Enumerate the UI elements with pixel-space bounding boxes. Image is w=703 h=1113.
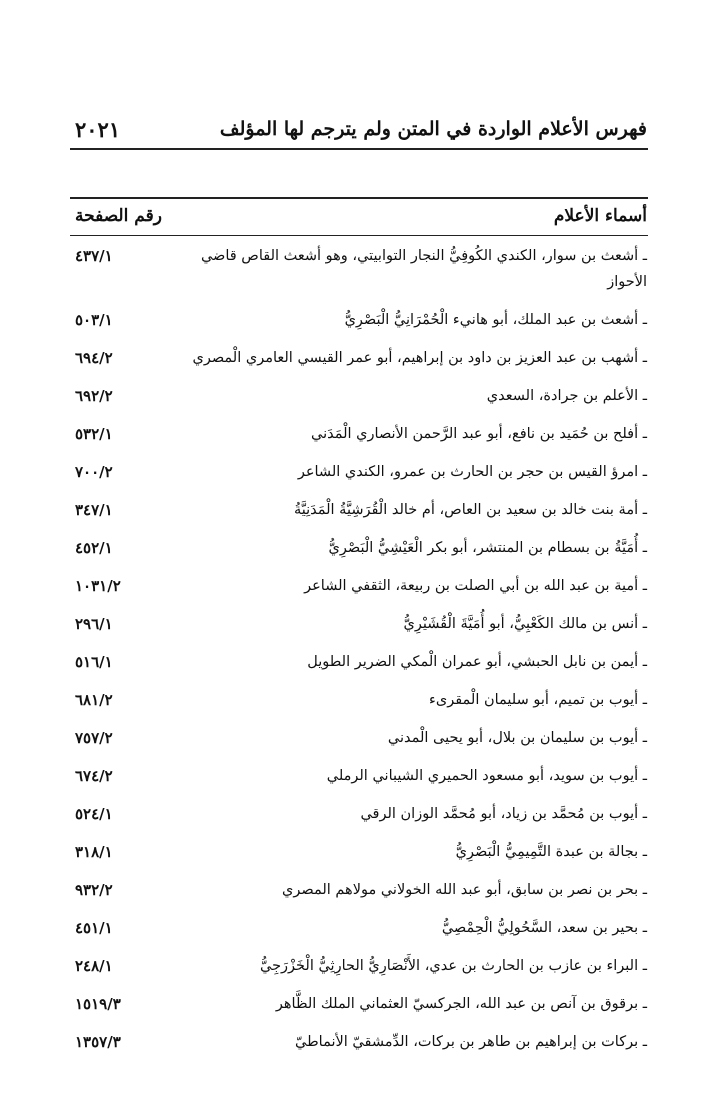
table-row: [75, 570, 647, 608]
table-row: [75, 988, 647, 1026]
person-name: ـ الأعلم بن جرادة، السعدي: [486, 388, 647, 404]
page-ref: ١٠٣١/٢: [75, 577, 121, 595]
page-ref: ٥٣٢/١: [75, 425, 113, 443]
page-ref: ٧٥٧/٢: [75, 729, 113, 747]
page-ref: ٣١٨/١: [75, 843, 113, 861]
person-name: ـ أشهب بن عبد العزيز بن داود بن إبراهيم، أبو عمر القيسي العامري الْمصري: [192, 350, 647, 366]
table-row: [75, 608, 647, 646]
table-row: [75, 494, 647, 532]
person-name: ـ أيوب بن تميم، أبو سليمان الْمقرىء: [429, 692, 647, 708]
table-row: [75, 874, 647, 912]
page-ref: ٦٨١/٢: [75, 691, 113, 709]
page-ref: ١٣٥٧/٣: [75, 1033, 121, 1051]
table-row: [75, 646, 647, 684]
person-name: ـ أفلح بن حُمَيد بن نافع، أبو عبد الرَّحمن الأنصاري الْمَدَني: [311, 426, 647, 442]
table-row: [75, 760, 647, 798]
person-name: ـ أنس بن مالك الكَعْبِيُّ، أبو أُمَيَّةَ الْقُشَيْرِيُّ: [403, 616, 647, 632]
table-row: [75, 798, 647, 836]
page-ref: ٥١٦/١: [75, 653, 113, 671]
person-name: ـ بحر بن نصر بن سابق، أبو عبد الله الخولاني مولاهم المصري: [282, 882, 647, 898]
person-name: ـ أُمَيَّةُ بن بسطام بن المنتشر، أبو بكر الْعَيْشِيُّ الْبَصْرِيُّ: [328, 540, 647, 556]
person-name: ـ أمة بنت خالد بن سعيد بن العاص، أم خالد الْقُرَشِيَّةُ الْمَدَنِيَّةُ: [293, 502, 647, 518]
header-rule: [70, 148, 648, 150]
table-row: [75, 836, 647, 874]
person-name: ـ امرؤ القيس بن حجر بن الحارث بن عمرو، الكندي الشاعر: [297, 464, 647, 480]
column-header-page: رقم الصفحة: [75, 206, 162, 226]
table-row: [75, 418, 647, 456]
page-ref: ٧٠٠/٢: [75, 463, 113, 481]
index-table: [75, 240, 647, 1064]
table-row: [75, 532, 647, 570]
table-row: [75, 722, 647, 760]
table-row: [75, 456, 647, 494]
person-name: ـ أمية بن عبد الله بن أبي الصلت بن ربيعة، الثقفي الشاعر: [304, 578, 647, 594]
page-ref: ٤٥١/١: [75, 919, 113, 937]
person-name: ـ أيوب بن سويد، أبو مسعود الحميري الشيباني الرملي: [326, 768, 647, 784]
table-row: [75, 342, 647, 380]
person-name: ـ أيوب بن سليمان بن بلال، أبو يحيى الْمدني: [387, 730, 647, 746]
page-ref: ٥٠٣/١: [75, 311, 113, 329]
column-header-names: أسماء الأعلام: [553, 206, 647, 226]
person-name: ـ بحير بن سعد، السَّحُولِيُّ الْحِمْصِيُّ: [441, 920, 647, 936]
person-name: ـ أيوب بن مُحمَّد بن زياد، أبو مُحمَّد الوزان الرقي: [360, 806, 647, 822]
table-row: [75, 684, 647, 722]
table-row: [75, 380, 647, 418]
table-header-rule: [70, 235, 648, 236]
page-ref: ٢٤٨/١: [75, 957, 113, 975]
person-name: ـ بجالة بن عبدة التَّمِيمِيُّ الْبَصْرِيُّ: [455, 844, 647, 860]
page-number: ٢٠٢١: [75, 116, 121, 142]
table-header: [75, 199, 647, 233]
page-ref: ٣٤٧/١: [75, 501, 113, 519]
person-name: ـ أشعث بن عبد الملك، أبو هانيء الْحُمْرَانِيُّ الْبَصْرِيُّ: [344, 312, 647, 328]
running-title: فهرس الأعلام الواردة في المتن ولم يترجم لها المؤلف: [219, 118, 647, 140]
page-ref: ١٥١٩/٣: [75, 995, 121, 1013]
page-ref: ٩٣٢/٢: [75, 881, 113, 899]
person-name: ـ البراء بن عازب بن الحارث بن عدي، الأَنْصَارِيُّ الحارِثِيُّ الْخَزْرَجِيُّ: [259, 958, 647, 974]
page-ref: ٤٣٧/١: [75, 247, 113, 265]
page-ref: ٦٩٢/٢: [75, 387, 113, 405]
table-row: [75, 1026, 647, 1064]
person-name: ـ أيمن بن نابل الحبشي، أبو عمران الْمكي الضرير الطويل: [307, 654, 647, 670]
page-ref: ٢٩٦/١: [75, 615, 113, 633]
person-name: ـ أشعث بن سوار، الكندي الكُوفِيُّ النجار التوابيتي، وهو أشعث القاص قاضي الأحواز: [200, 248, 647, 290]
person-name: ـ بركات بن إبراهيم بن طاهر بن بركات، الدِّمشقيّ الأنماطيّ: [295, 1034, 647, 1050]
table-row: [75, 950, 647, 988]
table-row: [75, 304, 647, 342]
page-ref: ٤٥٢/١: [75, 539, 113, 557]
page-ref: ٦٧٤/٢: [75, 767, 113, 785]
table-row: [75, 912, 647, 950]
table-row: [75, 240, 647, 304]
page-header: [75, 112, 647, 146]
page-ref: ٦٩٤/٢: [75, 349, 113, 367]
page-ref: ٥٢٤/١: [75, 805, 113, 823]
person-name: ـ برقوق بن آنص بن عبد الله، الجركسيّ العثماني الملك الظَّاهر: [275, 996, 647, 1012]
